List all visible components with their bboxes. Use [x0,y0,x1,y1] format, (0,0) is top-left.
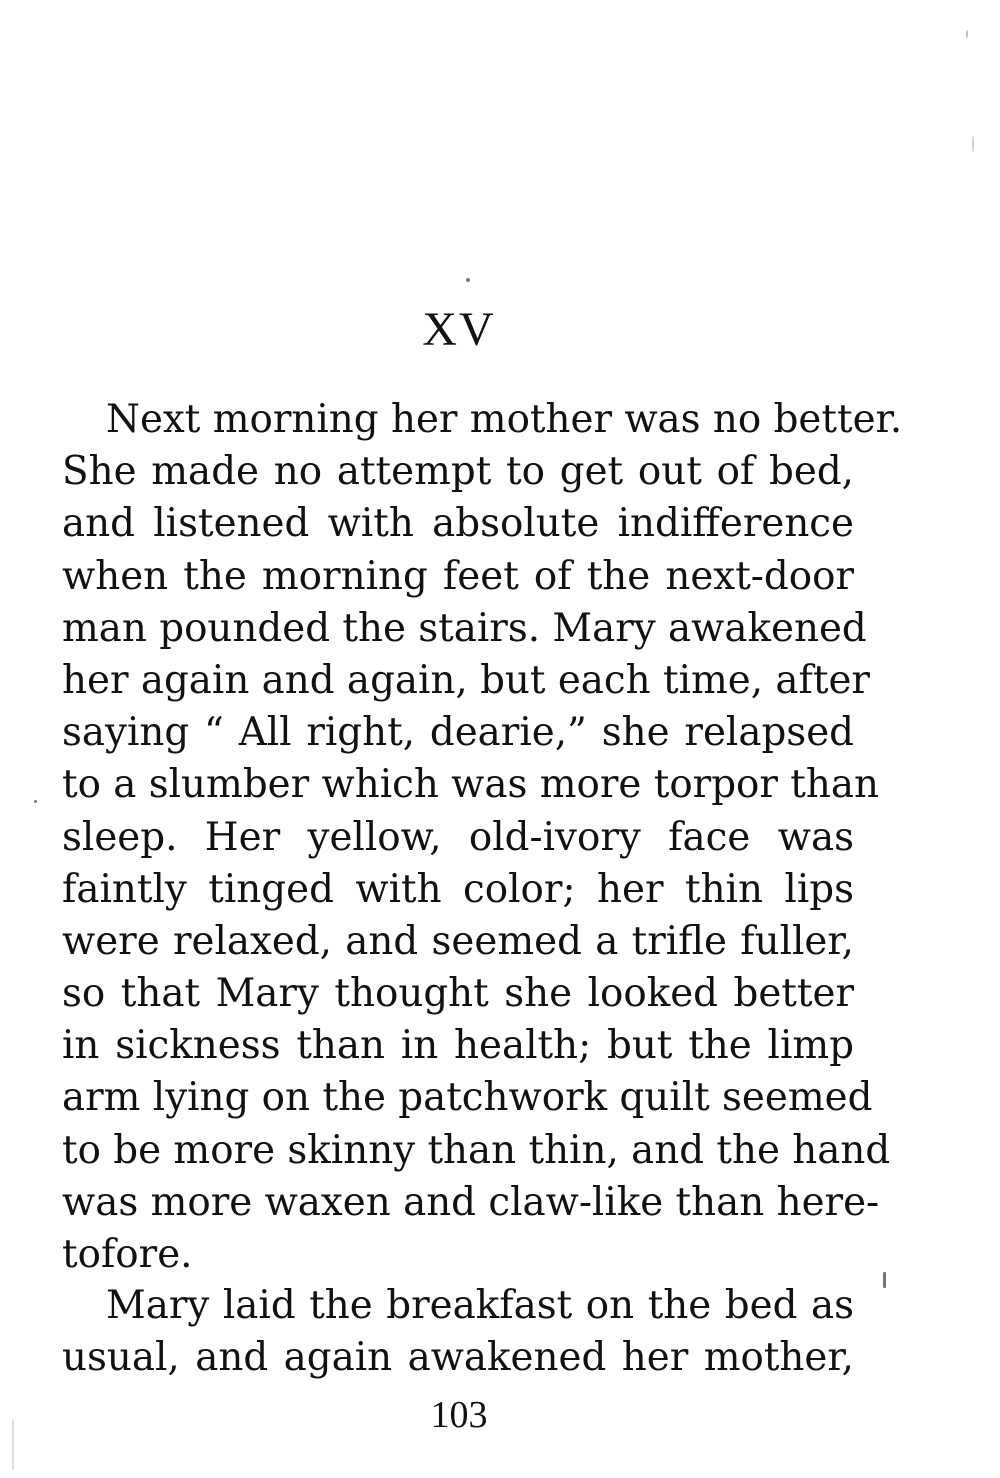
text-line: her again and again, but each time, after [62,657,870,703]
text-line: arm lying on the patchwork quilt seemed [62,1075,873,1121]
text-line: to be more skinny than thin, and the hand [62,1127,891,1173]
page-number: 103 [430,1394,488,1436]
scan-speck [466,278,470,282]
text-line: saying “ All right, dearie,” she relapsed [62,710,854,756]
text-line: faintly tinged with color; her thin lips [62,866,854,912]
scan-speck [966,30,968,38]
text-line: She made no attempt to get out of bed, [62,449,854,495]
text-line: was more waxen and claw-like than here- [62,1179,880,1225]
text-line: and listened with absolute indifference [62,501,854,547]
chapter-heading: XV [422,303,496,356]
text-line: tofore. [62,1232,193,1277]
scan-speck [34,800,37,803]
paragraph-2 [62,1280,854,1384]
text-line: in sickness than in health; but the limp [62,1023,854,1069]
text-line: Next morning her mother was no better. [106,397,903,442]
text-line: so that Mary thought she looked better [62,971,854,1017]
text-line: were relaxed, and seemed a trifle fuller, [62,918,854,964]
text-line: Mary laid the breakfast on the bed as [106,1283,854,1328]
scan-speck [972,135,974,153]
scan-speck [12,1420,14,1470]
text-line: to a slumber which was more torpor than [62,762,879,808]
scan-speck [883,1272,886,1288]
text-line: usual, and again awakened her mother, [62,1335,854,1381]
text-line: when the morning feet of the next-door [62,553,854,599]
paragraph-1 [62,394,903,1281]
text-line: man pounded the stairs. Mary awakened [62,605,867,651]
text-line: sleep. Her yellow, old-ivory face was [62,814,854,860]
